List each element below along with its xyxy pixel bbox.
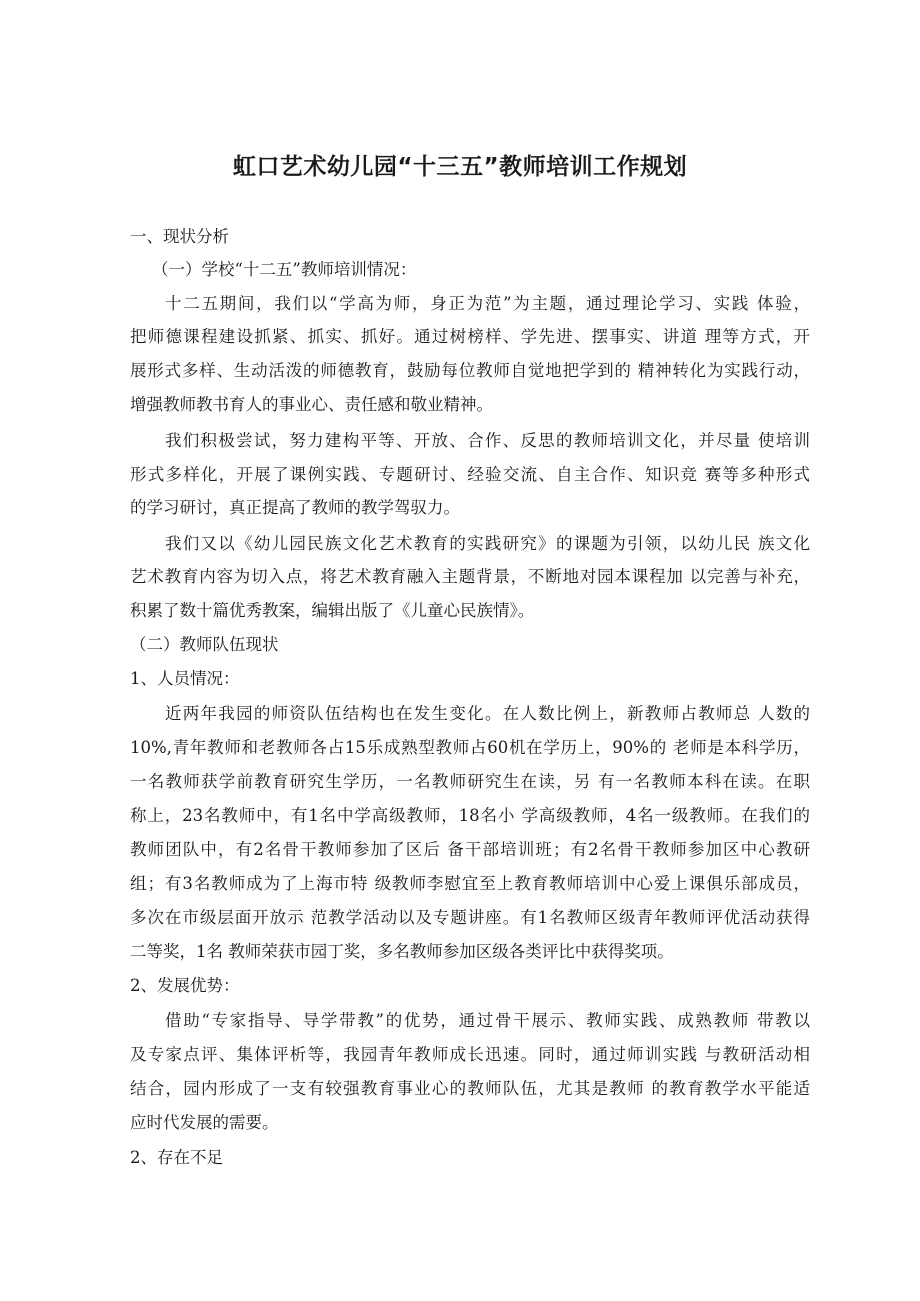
paragraph-line: 多次在市级层面开放示 范教学活动以及专题讲座。有1名教师区级青年教师评优活动获得 bbox=[130, 908, 810, 927]
item-heading: 1、人员情况： bbox=[130, 669, 240, 688]
paragraph-line: 一名教师获学前教育研究生学历，一名教师研究生在读，另 有一名教师本科在读。在职 bbox=[130, 772, 810, 791]
document-title: 虹口艺术幼儿园“十三五”教师培训工作规划 bbox=[232, 154, 688, 180]
paragraph-line: 我们积极尝试，努力建构平等、开放、合作、反思的教师培训文化，并尽量 使培训 bbox=[165, 431, 810, 450]
paragraph-line: 展形式多样、生动活泼的师德教育，鼓励每位教师自觉地把学到的 精神转化为实践行动， bbox=[130, 361, 810, 380]
section-heading: 一、现状分析 bbox=[130, 227, 229, 246]
paragraph-line: 结合，园内形成了一支有较强教育事业心的教师队伍，尤其是教师 的教育教学水平能适 bbox=[130, 1079, 810, 1098]
item-heading: 2、发展优势： bbox=[130, 976, 240, 995]
paragraph-line: 二等奖，1名 教师荣获市园丁奖，多名教师参加区级各类评比中获得奖项。 bbox=[130, 942, 674, 961]
paragraph-line: 应时代发展的需要。 bbox=[130, 1113, 279, 1132]
paragraph-line: 借助“专家指导、导学带教”的优势，通过骨干展示、教师实践、成熟教师 带教以 bbox=[165, 1011, 810, 1030]
subsection-heading: （二）教师队伍现状 bbox=[130, 635, 279, 654]
paragraph-line: 组；有3名教师成为了上海市特 级教师李慰宜至上教育教师培训中心爱上课俱乐部成员， bbox=[130, 874, 810, 893]
paragraph-line: 10%,青年教师和老教师各占15乐成熟型教师占60机在学历上，90%的 老师是本科学历， bbox=[130, 738, 810, 757]
paragraph-line: 近两年我园的师资队伍结构也在发生变化。在人数比例上，新教师占教师总 人数的 bbox=[165, 704, 810, 723]
paragraph-line: 教师团队中，有2名骨干教师参加了区后 备干部培训班；有2名骨干教师参加区中心教研 bbox=[130, 840, 810, 859]
paragraph-line: 积累了数十篇优秀教案，编辑出版了《儿童心民族情》。 bbox=[130, 601, 535, 620]
paragraph-line: 的学习研讨，真正提高了教师的教学驾驭力。 bbox=[130, 498, 460, 517]
paragraph-line: 我们又以《幼儿园民族文化艺术教育的实践研究》的课题为引领，以幼儿民 族文化 bbox=[165, 534, 810, 553]
paragraph-line: 增强教师教书育人的事业心、责任感和敬业精神。 bbox=[130, 395, 493, 414]
paragraph-line: 形式多样化，开展了课例实践、专题研讨、经验交流、自主合作、知识竞 赛等多种形式 bbox=[130, 465, 810, 484]
paragraph-line: 十二五期间，我们以“学高为师，身正为范”为主题，通过理论学习、实践 体验， bbox=[165, 294, 810, 313]
paragraph-line: 及专家点评、集体评析等，我园青年教师成长迅速。同时，通过师训实践 与教研活动相 bbox=[130, 1045, 810, 1064]
paragraph-line: 把师德课程建设抓紧、抓实、抓好。通过树榜样、学先进、摆事实、讲道 理等方式，开 bbox=[130, 327, 810, 346]
item-heading: 2、存在不足 bbox=[130, 1148, 223, 1167]
paragraph-line: 艺术教育内容为切入点，将艺术教育融入主题背景，不断地对园本课程加 以完善与补充， bbox=[130, 567, 810, 586]
subsection-heading: （一）学校“十二五”教师培训情况： bbox=[152, 260, 417, 279]
paragraph-line: 称上，23名教师中，有1名中学高级教师，18名小 学高级教师，4名一级教师。在我们的 bbox=[130, 806, 810, 825]
